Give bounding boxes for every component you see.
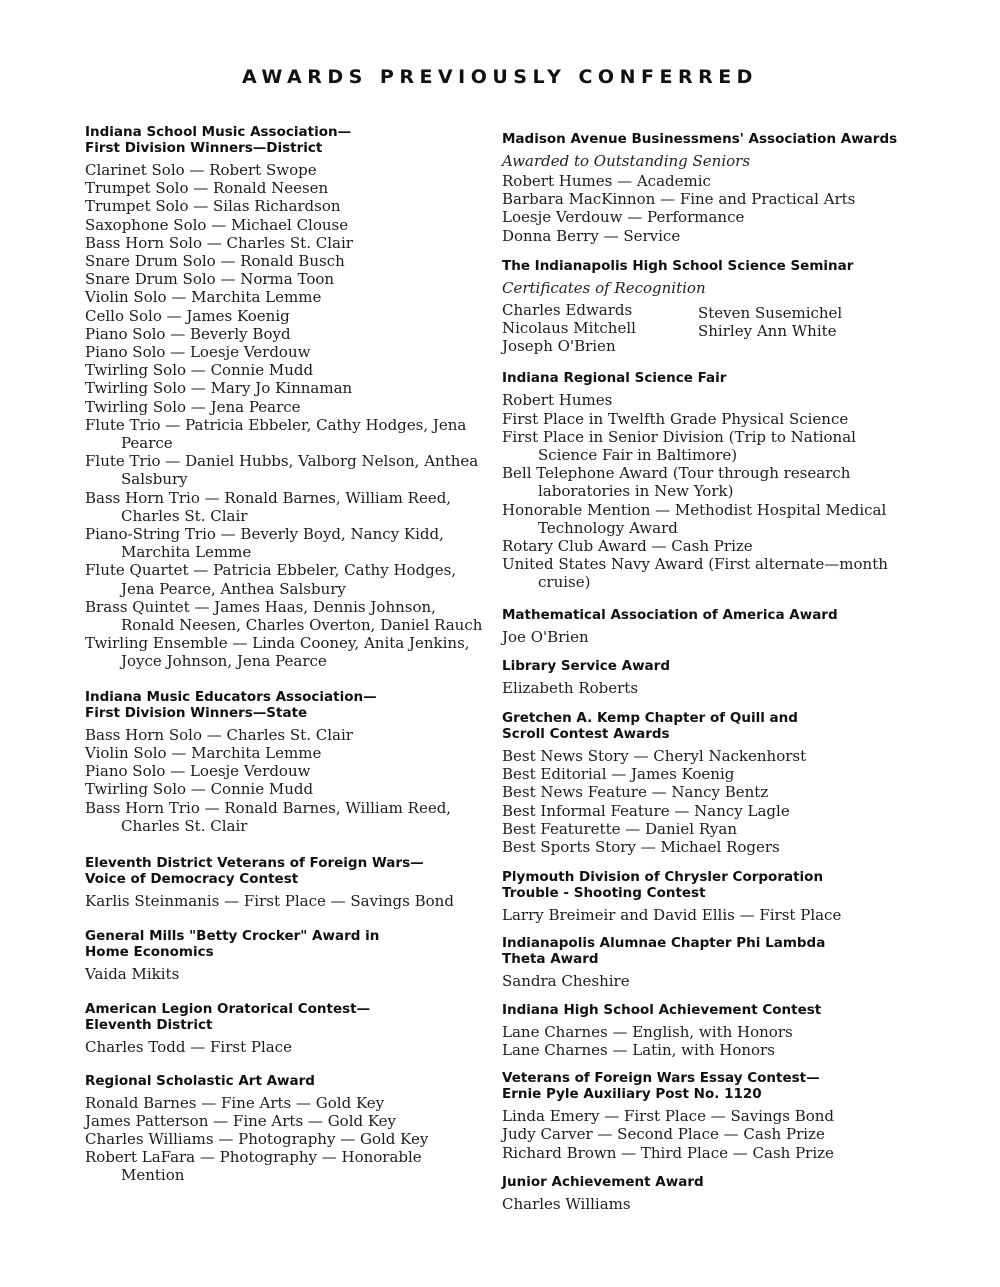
award-heading (502, 1070, 902, 1102)
award-section (502, 1174, 902, 1213)
award-entries (502, 391, 902, 591)
award-heading (85, 928, 485, 960)
award-entry: Twirling Solo — Jena Pearce (85, 397, 301, 416)
award-heading (85, 689, 485, 721)
award-heading-line: Plymouth Division of Chrysler Corporation (502, 869, 824, 886)
award-heading-line: Eleventh District (85, 1017, 213, 1034)
left-column (85, 124, 485, 1185)
award-entry: Saxophone Solo — Michael Clouse (85, 215, 349, 234)
award-section (502, 258, 902, 356)
award-entry: Bell Telephone Award (Tour through research laboratories in New York) (502, 464, 851, 501)
award-subheading: Certificates of Recognition (502, 278, 706, 297)
award-section (502, 370, 902, 591)
award-entries (85, 892, 485, 910)
recipient-grid (502, 301, 902, 356)
award-heading-line: Theta Award (502, 951, 599, 968)
award-heading-line: Madison Avenue Businessmens' Association Awards (502, 131, 898, 147)
award-entry: Bass Horn Solo — Charles St. Clair (85, 725, 353, 744)
award-section (85, 124, 485, 671)
recipient-name: Charles Edwards (502, 300, 633, 319)
award-heading-line: Indiana High School Achievement Contest (502, 1001, 822, 1018)
award-entry: Lane Charnes — Latin, with Honors (502, 1040, 775, 1059)
award-entries (85, 965, 485, 983)
award-entry: Cello Solo — James Koenig (85, 306, 290, 325)
award-entry: Bass Horn Trio — Ronald Barnes, William Reed, Charles St. Clair (85, 488, 452, 525)
award-heading-line: Library Service Award (502, 657, 670, 674)
award-section (85, 855, 485, 910)
award-entries (502, 906, 902, 924)
award-heading (502, 258, 902, 274)
award-heading-line: Indianapolis Alumnae Chapter Phi Lambda (502, 935, 826, 952)
award-entry: Charles Todd — First Place (85, 1038, 292, 1057)
award-entries (85, 726, 485, 835)
award-entries (502, 1023, 902, 1059)
award-heading-line: American Legion Oratorical Contest— (85, 1001, 371, 1018)
award-entry: Joe O'Brien (502, 627, 589, 646)
award-entry: Brass Quintet — James Haas, Dennis Johnson, Ronald Neesen, Charles Overton, Daniel Rauch (85, 597, 483, 635)
recipient-name: Steven Susemichel (698, 303, 843, 322)
page-title: AWARDS PREVIOUSLY CONFERRED (242, 66, 758, 88)
award-entry: Larry Breimeir and David Ellis — First Place (502, 906, 842, 925)
award-entry: Robert Humes (502, 391, 613, 410)
award-section (502, 131, 902, 245)
award-heading (85, 124, 485, 156)
award-heading (502, 370, 902, 386)
award-entries (85, 1094, 485, 1185)
award-heading (502, 658, 902, 674)
right-column (502, 131, 902, 1213)
award-entry: Honorable Mention — Methodist Hospital Medical Technology Award (502, 500, 887, 537)
award-entry: Piano Solo — Beverly Boyd (85, 324, 291, 343)
award-heading (502, 131, 902, 147)
award-section (502, 710, 902, 856)
award-entry: Snare Drum Solo — Ronald Busch (85, 252, 345, 271)
award-section (85, 928, 485, 983)
award-entry: Best Editorial — James Koenig (502, 765, 735, 784)
award-entry: Twirling Solo — Mary Jo Kinnaman (85, 379, 353, 398)
award-entry: Flute Trio — Patricia Ebbeler, Cathy Hodges, Jena Pearce (85, 415, 467, 453)
award-entry: Violin Solo — Marchita Lemme (85, 288, 322, 307)
award-entry: Trumpet Solo — Silas Richardson (85, 197, 341, 216)
award-entry: Bass Horn Trio — Ronald Barnes, William Reed, Charles St. Clair (85, 798, 452, 835)
award-entry: Flute Quartet — Patricia Ebbeler, Cathy Hodges, Jena Pearce, Anthea Salsbury (85, 561, 457, 598)
award-subheading: Awarded to Outstanding Seniors (502, 152, 751, 170)
award-entry: Charles Williams — Photography — Gold Key (85, 1129, 429, 1148)
award-entries (502, 679, 902, 697)
award-entry: Loesje Verdouw — Performance (502, 208, 745, 227)
recipient-column (698, 301, 898, 356)
award-section (502, 658, 902, 697)
award-heading (85, 1073, 485, 1089)
award-entry: Trumpet Solo — Ronald Neesen (85, 179, 329, 198)
award-heading-line: Voice of Democracy Contest (85, 870, 299, 887)
award-entry: Vaida Mikits (85, 965, 180, 984)
award-section (502, 935, 902, 990)
recipient-name: Joseph O'Brien (502, 337, 616, 356)
award-heading-line: Ernie Pyle Auxiliary Post No. 1120 (502, 1086, 762, 1103)
award-entry: Clarinet Solo — Robert Swope (85, 161, 317, 179)
award-entry: Karlis Steinmanis — First Place — Savings Bond (85, 891, 454, 910)
award-entry: Best News Story — Cheryl Nackenhorst (502, 747, 807, 766)
award-heading (502, 869, 902, 901)
award-heading-line: Eleventh District Veterans of Foreign Wars— (85, 854, 424, 871)
award-heading-line: General Mills "Betty Crocker" Award in (85, 928, 380, 945)
award-heading (85, 855, 485, 887)
award-entry: Richard Brown — Third Place — Cash Prize (502, 1143, 834, 1162)
award-entry: Best Sports Story — Michael Rogers (502, 838, 780, 857)
award-entry: Robert Humes — Academic (502, 172, 711, 190)
award-heading-line: Indiana Music Educators Association— (85, 688, 377, 705)
recipient-name: Shirley Ann White (698, 322, 837, 341)
award-heading (502, 607, 902, 623)
award-entry: Elizabeth Roberts (502, 678, 639, 697)
award-heading (502, 935, 902, 967)
award-section (85, 1001, 485, 1056)
award-section (502, 1002, 902, 1059)
recipient-name: Nicolaus Mitchell (502, 319, 636, 338)
award-heading (502, 710, 902, 742)
award-entry: Best News Feature — Nancy Bentz (502, 783, 769, 802)
award-heading (502, 1174, 902, 1190)
award-section (502, 607, 902, 646)
award-section (502, 1070, 902, 1162)
award-entry: Linda Emery — First Place — Savings Bond (502, 1107, 835, 1126)
award-entry: First Place in Senior Division (Trip to National Science Fair in Baltimore) (502, 427, 856, 465)
award-entry: Violin Solo — Marchita Lemme (85, 743, 322, 762)
award-entry: Judy Carver — Second Place — Cash Prize (502, 1125, 825, 1144)
award-heading (502, 1002, 902, 1018)
award-entry: Robert LaFara — Photography — Honorable Mention (85, 1148, 422, 1185)
award-entry: Bass Horn Solo — Charles St. Clair (85, 233, 353, 252)
award-heading-line: Mathematical Association of America Award (502, 606, 838, 623)
award-entries (502, 628, 902, 646)
award-heading (85, 1001, 485, 1033)
award-entry: Piano-String Trio — Beverly Boyd, Nancy Kidd, Marchita Lemme (85, 525, 444, 562)
award-entry: Sandra Cheshire (502, 972, 630, 991)
award-entries (85, 1038, 485, 1056)
award-entry: Piano Solo — Loesje Verdouw (85, 762, 311, 781)
award-heading-line: Veterans of Foreign Wars Essay Contest— (502, 1070, 820, 1087)
award-entry: James Patterson — Fine Arts — Gold Key (85, 1111, 397, 1130)
award-heading-line: Junior Achievement Award (502, 1173, 704, 1190)
award-entry: Rotary Club Award — Cash Prize (502, 537, 753, 556)
award-heading-line: Home Economics (85, 944, 214, 961)
award-entry: Charles Williams (502, 1194, 631, 1213)
award-heading-line: Gretchen A. Kemp Chapter of Quill and (502, 710, 798, 727)
award-entries (502, 1195, 902, 1213)
award-section (85, 1073, 485, 1185)
award-heading-line: Indiana School Music Association— (85, 124, 352, 140)
award-section (85, 689, 485, 835)
award-entries (85, 161, 485, 671)
award-entry: Barbara MacKinnon — Fine and Practical Arts (502, 190, 856, 209)
award-section (502, 869, 902, 924)
award-entry: United States Navy Award (First alternate—month cruise) (502, 555, 888, 592)
award-entries (502, 172, 902, 245)
award-entries (502, 747, 902, 856)
award-entry: First Place in Twelfth Grade Physical Science (502, 409, 849, 428)
award-entries (502, 972, 902, 990)
award-entry: Ronald Barnes — Fine Arts — Gold Key (85, 1093, 385, 1112)
recipient-column (502, 301, 698, 356)
award-entry: Twirling Ensemble — Linda Cooney, Anita Jenkins, Joyce Johnson, Jena Pearce (85, 634, 470, 671)
award-entries (502, 1107, 902, 1162)
award-entry: Piano Solo — Loesje Verdouw (85, 343, 311, 362)
award-heading-line: The Indianapolis High School Science Seminar (502, 257, 854, 274)
award-heading-line: First Division Winners—District (85, 140, 323, 156)
award-entry: Twirling Solo — Connie Mudd (85, 780, 314, 799)
award-entry: Snare Drum Solo — Norma Toon (85, 270, 335, 289)
award-heading-line: First Division Winners—State (85, 704, 308, 721)
award-heading-line: Indiana Regional Science Fair (502, 370, 727, 387)
award-entry: Lane Charnes — English, with Honors (502, 1022, 793, 1041)
award-entry: Best Featurette — Daniel Ryan (502, 819, 737, 838)
award-heading-line: Scroll Contest Awards (502, 726, 670, 743)
award-entry: Best Informal Feature — Nancy Lagle (502, 801, 790, 820)
award-entry: Donna Berry — Service (502, 226, 681, 245)
award-entry: Twirling Solo — Connie Mudd (85, 361, 314, 380)
award-heading-line: Trouble - Shooting Contest (502, 885, 706, 902)
award-entry: Flute Trio — Daniel Hubbs, Valborg Nelson, Anthea Salsbury (85, 452, 479, 489)
award-heading-line: Regional Scholastic Art Award (85, 1072, 315, 1089)
